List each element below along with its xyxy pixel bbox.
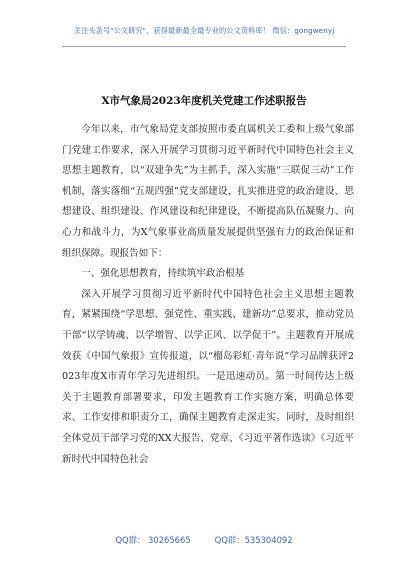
footer-qq-group-2: QQ群：535304092 [214, 535, 293, 545]
header-divider [62, 46, 346, 47]
footer-qq-group-1: QQ群： 30265665 [115, 535, 191, 545]
footer-contact [0, 534, 408, 546]
header-banner: 关注头条号"公文研究"，获得最新最全最专业的公文资料库！ 微信：gongwenyj [73, 26, 335, 35]
document-title: X市气象局2023年度机关党建工作述职报告 [101, 95, 307, 107]
document-body [62, 120, 354, 470]
intro-paragraph: 今年以来，市气象局党支部按照市委直属机关工委和上级气象部门党建工作要求，深入开展学习贯彻习近平新时代中国特色社会主义思想主题教育，以“双建争先”为主抓手，深入实施“三联促三动”工作机制，落实落细“五规四强”党支部建设，扎实推进党的政治建设、思想建设、组织建设、作风建设和纪律建设，不断提高队伍凝聚力、向心力和战斗力，为X气象事业高质量发展提供坚强有力的政治保证和组织保障。现报告如下： [62, 124, 354, 259]
section-paragraph: 深入开展学习贯彻习近平新时代中国特色社会主义思想主题教育，紧紧围绕“学思想、强党性、重实践、建新功”总要求，推动党员干部“以学铸魂、以学增智、以学正风、以学促干”。主题教育开展成效获《中国气象报》宣传报道，以“榴岛彩虹·青年说”学习品牌获评2023年度X市青年学习先进组织。一是迅速动员。第一时间传达上级关于主题教育部署要求，印发主题教育工作实施方案，明确总体要求、工作安排和职责分工，确保主题教育走深走实。同时，及时组织全体党员干部学习党的XX大报告、党章、《习近平著作选读》《习近平新时代中国特色社会 [62, 288, 354, 465]
section-heading: 一、强化思想教育，持续筑牢政治根基 [81, 268, 245, 280]
